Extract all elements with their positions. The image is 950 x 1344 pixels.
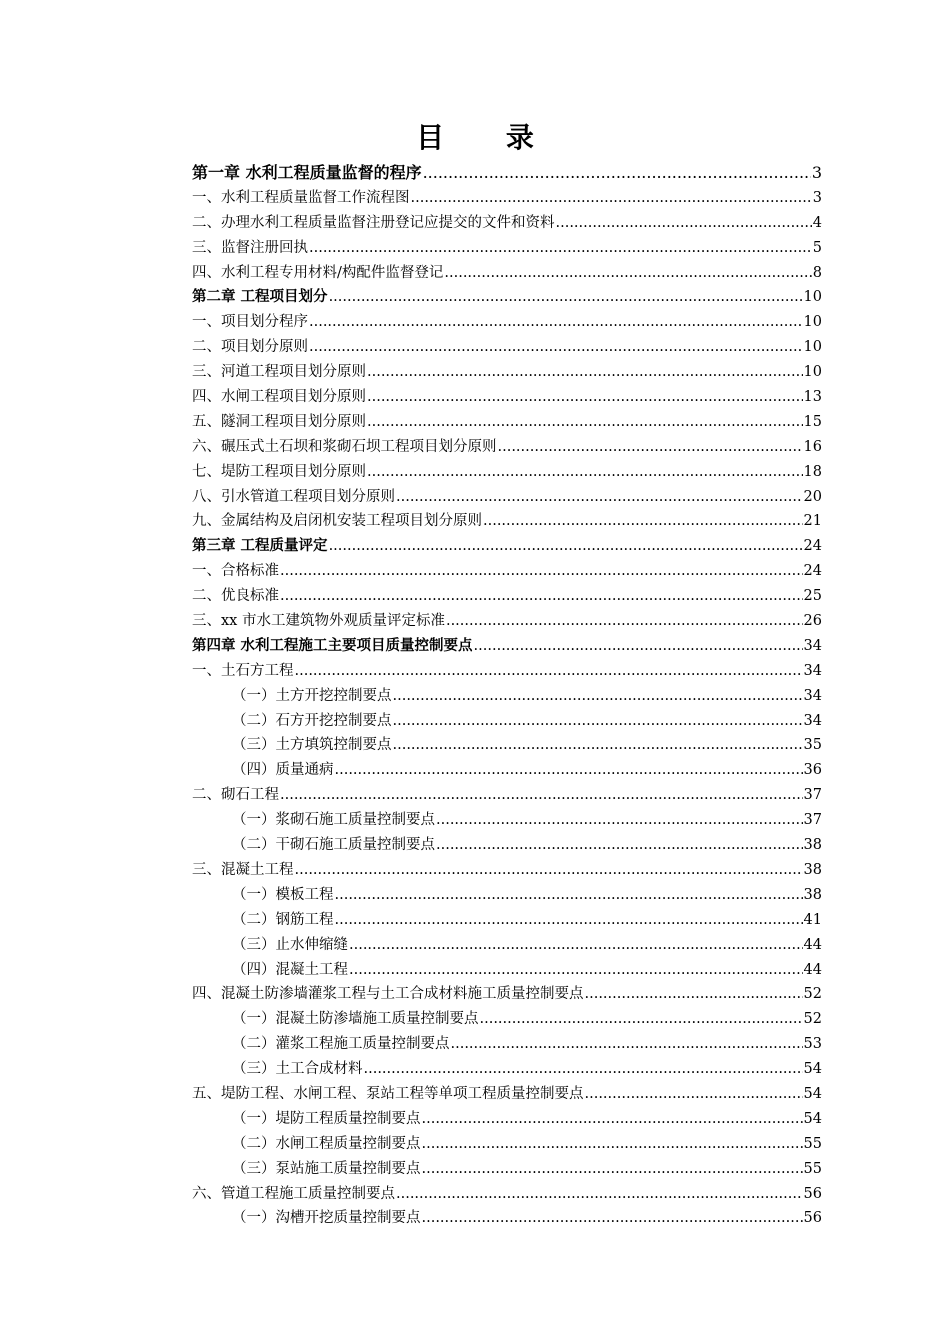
toc-page-number: 54 bbox=[803, 1110, 822, 1127]
toc-dot-leader bbox=[335, 758, 803, 783]
toc-entry-title: 二、项目划分原则 bbox=[192, 339, 308, 356]
toc-dot-leader bbox=[280, 584, 803, 609]
toc-entry-title: （一）浆砌石施工质量控制要点 bbox=[232, 812, 435, 829]
toc-page-number: 8 bbox=[812, 264, 822, 281]
toc-dot-leader bbox=[396, 1182, 803, 1207]
toc-page-number: 34 bbox=[803, 662, 822, 679]
toc-section-entry[interactable] bbox=[192, 310, 822, 335]
toc-entry-title: （一）堤防工程质量控制要点 bbox=[232, 1110, 421, 1127]
toc-dot-leader bbox=[422, 1107, 803, 1132]
toc-subsection-entry[interactable] bbox=[192, 1206, 822, 1231]
toc-page-number: 34 bbox=[803, 687, 822, 704]
toc-dot-leader bbox=[422, 1132, 803, 1157]
toc-entry-title: 四、混凝土防渗墙灌浆工程与土工合成材料施工质量控制要点 bbox=[192, 986, 584, 1003]
toc-page-number: 10 bbox=[803, 339, 822, 356]
toc-page-number: 18 bbox=[803, 463, 822, 480]
toc-section-entry[interactable] bbox=[192, 211, 822, 236]
toc-entry-title: 四、水利工程专用材料/构配件监督登记 bbox=[192, 264, 444, 281]
toc-subsection-entry[interactable] bbox=[192, 1057, 822, 1082]
toc-section-entry[interactable] bbox=[192, 236, 822, 261]
toc-dot-leader bbox=[367, 360, 803, 385]
toc-dot-leader bbox=[280, 559, 803, 584]
toc-page-number: 20 bbox=[803, 488, 822, 505]
toc-dot-leader bbox=[480, 1007, 803, 1032]
toc-entry-title: （三）土方填筑控制要点 bbox=[232, 737, 392, 754]
toc-entry-title: 一、水利工程质量监督工作流程图 bbox=[192, 189, 410, 206]
toc-dot-leader bbox=[393, 733, 803, 758]
toc-subsection-entry[interactable] bbox=[192, 709, 822, 734]
toc-section-entry[interactable] bbox=[192, 261, 822, 286]
toc-section-entry[interactable] bbox=[192, 509, 822, 534]
toc-dot-leader bbox=[423, 161, 811, 186]
toc-chapter-entry[interactable] bbox=[192, 161, 822, 186]
toc-page-number: 5 bbox=[812, 239, 822, 256]
toc-page-number: 37 bbox=[803, 787, 822, 804]
toc-dot-leader bbox=[367, 410, 803, 435]
toc-section-entry[interactable] bbox=[192, 783, 822, 808]
toc-entry-title: （一）混凝土防渗墙施工质量控制要点 bbox=[232, 1011, 479, 1028]
toc-dot-leader bbox=[483, 509, 803, 534]
toc-entry-title: 三、河道工程项目划分原则 bbox=[192, 364, 366, 381]
toc-section-entry[interactable] bbox=[192, 186, 822, 211]
toc-page-number: 25 bbox=[803, 588, 822, 605]
toc-subsection-entry[interactable] bbox=[192, 958, 822, 983]
toc-dot-leader bbox=[309, 335, 803, 360]
toc-subsection-entry[interactable] bbox=[192, 933, 822, 958]
toc-entry-title: 二、砌石工程 bbox=[192, 787, 279, 804]
toc-section-entry[interactable] bbox=[192, 1182, 822, 1207]
toc-subsection-entry[interactable] bbox=[192, 908, 822, 933]
toc-entry-title: （二）水闸工程质量控制要点 bbox=[232, 1135, 421, 1152]
toc-page-number: 16 bbox=[803, 438, 822, 455]
toc-dot-leader bbox=[556, 211, 812, 236]
toc-dot-leader bbox=[349, 958, 803, 983]
toc-section-entry[interactable] bbox=[192, 410, 822, 435]
toc-entry-title: （四）质量通病 bbox=[232, 762, 334, 779]
toc-section-entry[interactable] bbox=[192, 335, 822, 360]
toc-subsection-entry[interactable] bbox=[192, 1107, 822, 1132]
toc-page-number: 35 bbox=[803, 737, 822, 754]
toc-page-number: 38 bbox=[803, 886, 822, 903]
toc-page-number: 10 bbox=[803, 289, 822, 306]
toc-entry-title: 第三章 工程质量评定 bbox=[192, 537, 328, 555]
toc-section-entry[interactable] bbox=[192, 435, 822, 460]
toc-subsection-entry[interactable] bbox=[192, 1032, 822, 1057]
toc-subsection-entry[interactable] bbox=[192, 883, 822, 908]
toc-section-entry[interactable] bbox=[192, 584, 822, 609]
toc-dot-leader bbox=[295, 659, 803, 684]
toc-page-number: 38 bbox=[803, 861, 822, 878]
toc-page-number: 34 bbox=[803, 712, 822, 729]
toc-page-number: 55 bbox=[803, 1160, 822, 1177]
toc-entry-title: 九、金属结构及启闭机安装工程项目划分原则 bbox=[192, 513, 482, 530]
toc-page-number: 10 bbox=[803, 314, 822, 331]
toc-entry-title: （三）止水伸缩缝 bbox=[232, 936, 348, 953]
toc-entry-title: （二）石方开挖控制要点 bbox=[232, 712, 392, 729]
toc-dot-leader bbox=[585, 1082, 803, 1107]
toc-page-number: 52 bbox=[803, 1011, 822, 1028]
toc-entry-title: 一、合格标准 bbox=[192, 563, 279, 580]
toc-subsection-entry[interactable] bbox=[192, 833, 822, 858]
toc-subsection-entry[interactable] bbox=[192, 808, 822, 833]
toc-dot-leader bbox=[349, 933, 803, 958]
toc-dot-leader bbox=[309, 236, 812, 261]
toc-section-entry[interactable] bbox=[192, 485, 822, 510]
toc-dot-leader bbox=[367, 460, 803, 485]
toc-subsection-entry[interactable] bbox=[192, 758, 822, 783]
toc-page-number: 54 bbox=[803, 1061, 822, 1078]
toc-subsection-entry[interactable] bbox=[192, 684, 822, 709]
toc-entry-title: （四）混凝土工程 bbox=[232, 961, 348, 978]
toc-page-number: 26 bbox=[803, 613, 822, 630]
toc-page-number: 53 bbox=[803, 1036, 822, 1053]
toc-page-number: 21 bbox=[803, 513, 822, 530]
toc-dot-leader bbox=[393, 709, 803, 734]
toc-entry-title: （二）钢筋工程 bbox=[232, 911, 334, 928]
toc-dot-leader bbox=[393, 684, 803, 709]
toc-entry-title: 七、堤防工程项目划分原则 bbox=[192, 463, 366, 480]
toc-page-number: 38 bbox=[803, 837, 822, 854]
toc-page-number: 24 bbox=[803, 563, 822, 580]
toc-page-number: 55 bbox=[803, 1135, 822, 1152]
table-of-contents bbox=[192, 161, 822, 1231]
toc-page-number: 36 bbox=[803, 762, 822, 779]
toc-entry-title: 三、xx 市水工建筑物外观质量评定标准 bbox=[192, 613, 445, 630]
toc-entry-title: 六、碾压式土石坝和浆砌石坝工程项目划分原则 bbox=[192, 438, 497, 455]
toc-entry-title: （二）灌浆工程施工质量控制要点 bbox=[232, 1036, 450, 1053]
toc-chapter-entry[interactable] bbox=[192, 285, 822, 310]
toc-entry-title: 二、办理水利工程质量监督注册登记应提交的文件和资料 bbox=[192, 214, 555, 231]
toc-subsection-entry[interactable] bbox=[192, 733, 822, 758]
toc-dot-leader bbox=[585, 982, 803, 1007]
toc-entry-title: 五、堤防工程、水闸工程、泵站工程等单项工程质量控制要点 bbox=[192, 1085, 584, 1102]
toc-page-number: 13 bbox=[803, 389, 822, 406]
toc-dot-leader bbox=[364, 1057, 803, 1082]
toc-entry-title: 一、土石方工程 bbox=[192, 662, 294, 679]
toc-entry-title: 五、隧洞工程项目划分原则 bbox=[192, 413, 366, 430]
toc-page-number: 56 bbox=[803, 1210, 822, 1227]
toc-entry-title: 六、管道工程施工质量控制要点 bbox=[192, 1185, 395, 1202]
toc-page-number: 4 bbox=[812, 214, 822, 231]
toc-page-number: 10 bbox=[803, 364, 822, 381]
toc-dot-leader bbox=[335, 908, 803, 933]
toc-section-entry[interactable] bbox=[192, 858, 822, 883]
toc-section-entry[interactable] bbox=[192, 460, 822, 485]
toc-dot-leader bbox=[396, 485, 803, 510]
toc-page-number: 3 bbox=[811, 163, 822, 182]
toc-dot-leader bbox=[422, 1206, 803, 1231]
toc-dot-leader bbox=[498, 435, 803, 460]
toc-dot-leader bbox=[329, 534, 803, 559]
toc-page-number: 41 bbox=[803, 911, 822, 928]
toc-title: 目 录 bbox=[416, 121, 560, 154]
toc-section-entry[interactable] bbox=[192, 982, 822, 1007]
toc-section-entry[interactable] bbox=[192, 360, 822, 385]
toc-entry-title: 一、项目划分程序 bbox=[192, 314, 308, 331]
toc-dot-leader bbox=[280, 783, 803, 808]
toc-page-number: 37 bbox=[803, 812, 822, 829]
toc-page-number: 44 bbox=[803, 936, 822, 953]
toc-entry-title: 三、监督注册回执 bbox=[192, 239, 308, 256]
toc-dot-leader bbox=[451, 1032, 803, 1057]
toc-entry-title: 三、混凝土工程 bbox=[192, 861, 294, 878]
toc-chapter-entry[interactable] bbox=[192, 534, 822, 559]
toc-page-number: 3 bbox=[812, 189, 822, 206]
toc-section-entry[interactable] bbox=[192, 559, 822, 584]
toc-entry-title: （一）模板工程 bbox=[232, 886, 334, 903]
toc-entry-title: （三）泵站施工质量控制要点 bbox=[232, 1160, 421, 1177]
toc-entry-title: 八、引水管道工程项目划分原则 bbox=[192, 488, 395, 505]
toc-dot-leader bbox=[335, 883, 803, 908]
toc-subsection-entry[interactable] bbox=[192, 1132, 822, 1157]
toc-entry-title: 第四章 水利工程施工主要项目质量控制要点 bbox=[192, 636, 473, 654]
toc-dot-leader bbox=[411, 186, 812, 211]
toc-chapter-entry[interactable] bbox=[192, 634, 822, 659]
toc-entry-title: （二）干砌石施工质量控制要点 bbox=[232, 837, 435, 854]
toc-section-entry[interactable] bbox=[192, 609, 822, 634]
toc-dot-leader bbox=[309, 310, 803, 335]
toc-entry-title: （一）沟槽开挖质量控制要点 bbox=[232, 1210, 421, 1227]
toc-entry-title: 第一章 水利工程质量监督的程序 bbox=[192, 163, 422, 182]
toc-page-number: 24 bbox=[803, 538, 822, 555]
toc-dot-leader bbox=[444, 261, 811, 286]
toc-dot-leader bbox=[436, 808, 803, 833]
toc-dot-leader bbox=[367, 385, 803, 410]
toc-section-entry[interactable] bbox=[192, 1082, 822, 1107]
toc-dot-leader bbox=[329, 285, 803, 310]
toc-dot-leader bbox=[446, 609, 803, 634]
toc-page-number: 34 bbox=[803, 637, 822, 654]
toc-entry-title: 四、水闸工程项目划分原则 bbox=[192, 389, 366, 406]
toc-page-number: 56 bbox=[803, 1185, 822, 1202]
toc-section-entry[interactable] bbox=[192, 659, 822, 684]
toc-dot-leader bbox=[474, 634, 803, 659]
toc-section-entry[interactable] bbox=[192, 385, 822, 410]
toc-page-number: 54 bbox=[803, 1085, 822, 1102]
toc-subsection-entry[interactable] bbox=[192, 1007, 822, 1032]
toc-page-number: 15 bbox=[803, 413, 822, 430]
toc-dot-leader bbox=[422, 1157, 803, 1182]
toc-subsection-entry[interactable] bbox=[192, 1157, 822, 1182]
toc-page-number: 52 bbox=[803, 986, 822, 1003]
toc-dot-leader bbox=[295, 858, 803, 883]
toc-entry-title: （一）土方开挖控制要点 bbox=[232, 687, 392, 704]
toc-dot-leader bbox=[436, 833, 803, 858]
toc-entry-title: 二、优良标准 bbox=[192, 588, 279, 605]
toc-page-number: 44 bbox=[803, 961, 822, 978]
toc-entry-title: 第二章 工程项目划分 bbox=[192, 288, 328, 306]
toc-entry-title: （三）土工合成材料 bbox=[232, 1061, 363, 1078]
